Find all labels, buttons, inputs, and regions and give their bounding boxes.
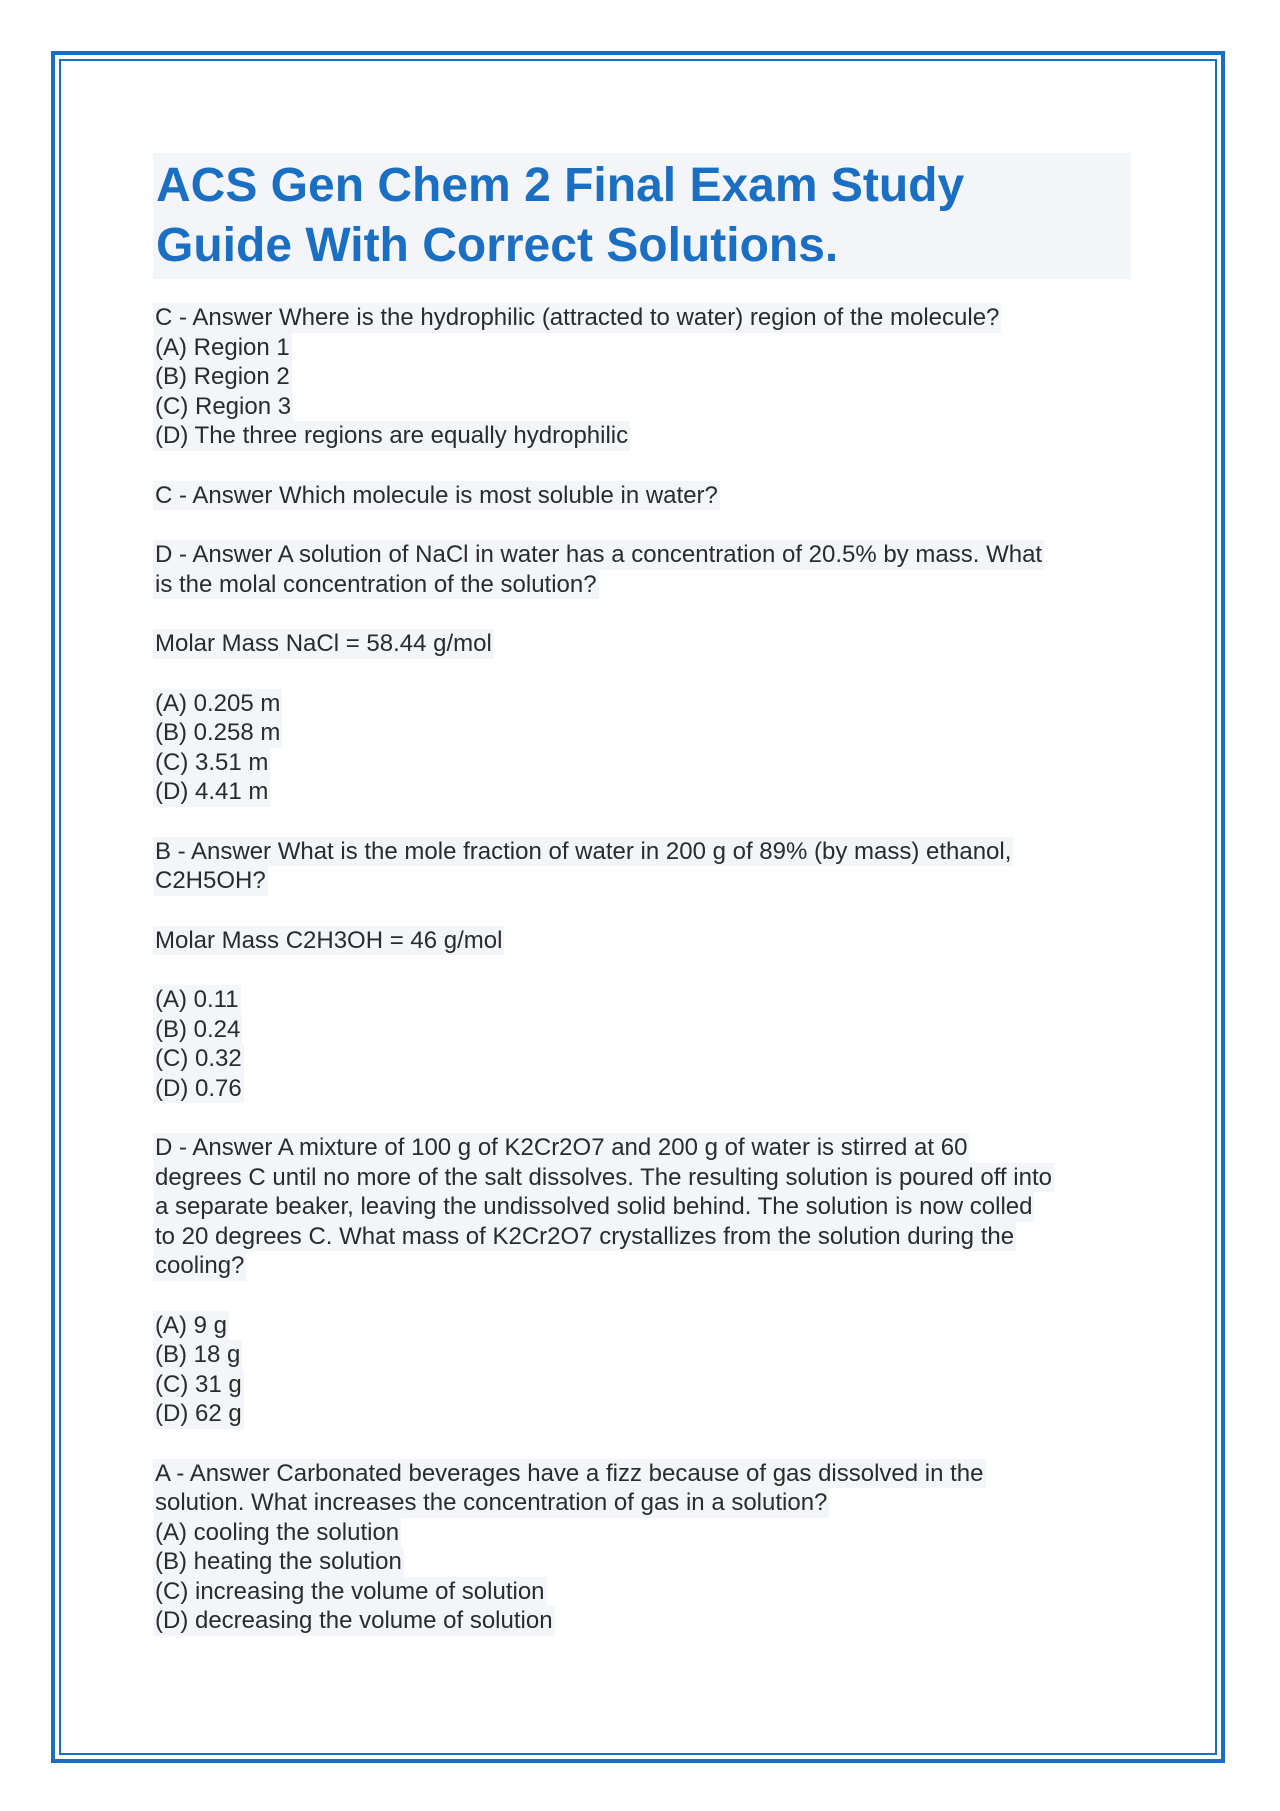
text-line: (A) 0.205 m — [155, 689, 281, 717]
text-line: (D) decreasing the volume of solution — [155, 1607, 553, 1634]
text-line: Molar Mass C2H3OH = 46 g/mol — [155, 926, 503, 954]
block-spacer — [153, 1281, 1131, 1311]
block-spacer — [153, 1103, 1131, 1133]
block-spacer — [153, 659, 1131, 689]
text-line: D - Answer A mixture of 100 g of K2Cr2O7 and 200 g of water is stirred at 60 — [155, 1134, 968, 1161]
text-line: (A) 0.11 — [155, 986, 239, 1013]
text-line: (A) cooling the solution — [155, 1518, 400, 1546]
text-line: to 20 degrees C. What mass of K2Cr2O7 crystallizes from the solution during the — [155, 1222, 1015, 1250]
question-block — [153, 1459, 1131, 1636]
block-spacer — [153, 510, 1131, 540]
text-line: solution. What increases the concentration of gas in a solution? — [155, 1489, 828, 1516]
text-line: cooling? — [155, 1252, 245, 1279]
text-line: (D) 62 g — [155, 1400, 242, 1427]
question-block — [153, 1311, 1131, 1429]
question-list — [153, 303, 1131, 1636]
text-line: (B) Region 2 — [155, 363, 290, 390]
text-line: degrees C until no more of the salt dissolves. The resulting solution is poured off into — [155, 1163, 1052, 1191]
text-line: B - Answer What is the mole fraction of water in 200 g of 89% (by mass) ethanol, — [155, 837, 1012, 865]
title-line: ACS Gen Chem 2 Final Exam Study — [156, 159, 965, 212]
text-line: (C) Region 3 — [155, 392, 292, 420]
text-line: (A) 9 g — [155, 1311, 228, 1339]
text-line: (C) 3.51 m — [155, 748, 269, 776]
text-line: (C) 0.32 — [155, 1045, 242, 1072]
question-block — [153, 985, 1131, 1103]
question-block — [153, 540, 1131, 599]
text-line: C - Answer Where is the hydrophilic (attracted to water) region of the molecule? — [155, 304, 1000, 331]
question-block — [153, 481, 1131, 511]
text-line: (C) 31 g — [155, 1370, 242, 1398]
text-line: is the molal concentration of the solution? — [155, 570, 597, 598]
question-block — [153, 629, 1131, 659]
block-spacer — [153, 896, 1131, 926]
text-line: C2H5OH? — [155, 867, 266, 894]
block-spacer — [153, 807, 1131, 837]
block-spacer — [153, 955, 1131, 985]
text-line: A - Answer Carbonated beverages have a fizz because of gas dissolved in the — [155, 1459, 984, 1487]
block-spacer — [153, 599, 1131, 629]
block-spacer — [153, 451, 1131, 481]
text-line: (B) 0.24 — [155, 1015, 241, 1043]
text-line: (C) increasing the volume of solution — [155, 1577, 545, 1605]
text-line: (B) 18 g — [155, 1341, 241, 1368]
document-content — [153, 153, 1131, 1636]
text-line: (D) The three regions are equally hydrophilic — [155, 422, 629, 449]
text-line: (D) 0.76 — [155, 1074, 242, 1102]
block-spacer — [153, 1429, 1131, 1459]
text-line: D - Answer A solution of NaCl in water has a concentration of 20.5% by mass. What — [155, 541, 1043, 568]
question-block — [153, 926, 1131, 956]
question-block — [153, 1133, 1131, 1281]
document-title — [153, 153, 1131, 279]
title-line: Guide With Correct Solutions. — [156, 219, 839, 272]
text-line: Molar Mass NaCl = 58.44 g/mol — [155, 630, 492, 657]
text-line: (A) Region 1 — [155, 333, 290, 361]
question-block — [153, 303, 1131, 451]
text-line: (D) 4.41 m — [155, 778, 269, 805]
text-line: (B) heating the solution — [155, 1548, 402, 1575]
question-block — [153, 837, 1131, 896]
text-line: a separate beaker, leaving the undissolved solid behind. The solution is now colled — [155, 1193, 1033, 1220]
question-block — [153, 689, 1131, 807]
text-line: C - Answer Which molecule is most soluble in water? — [155, 481, 718, 509]
text-line: (B) 0.258 m — [155, 719, 281, 746]
